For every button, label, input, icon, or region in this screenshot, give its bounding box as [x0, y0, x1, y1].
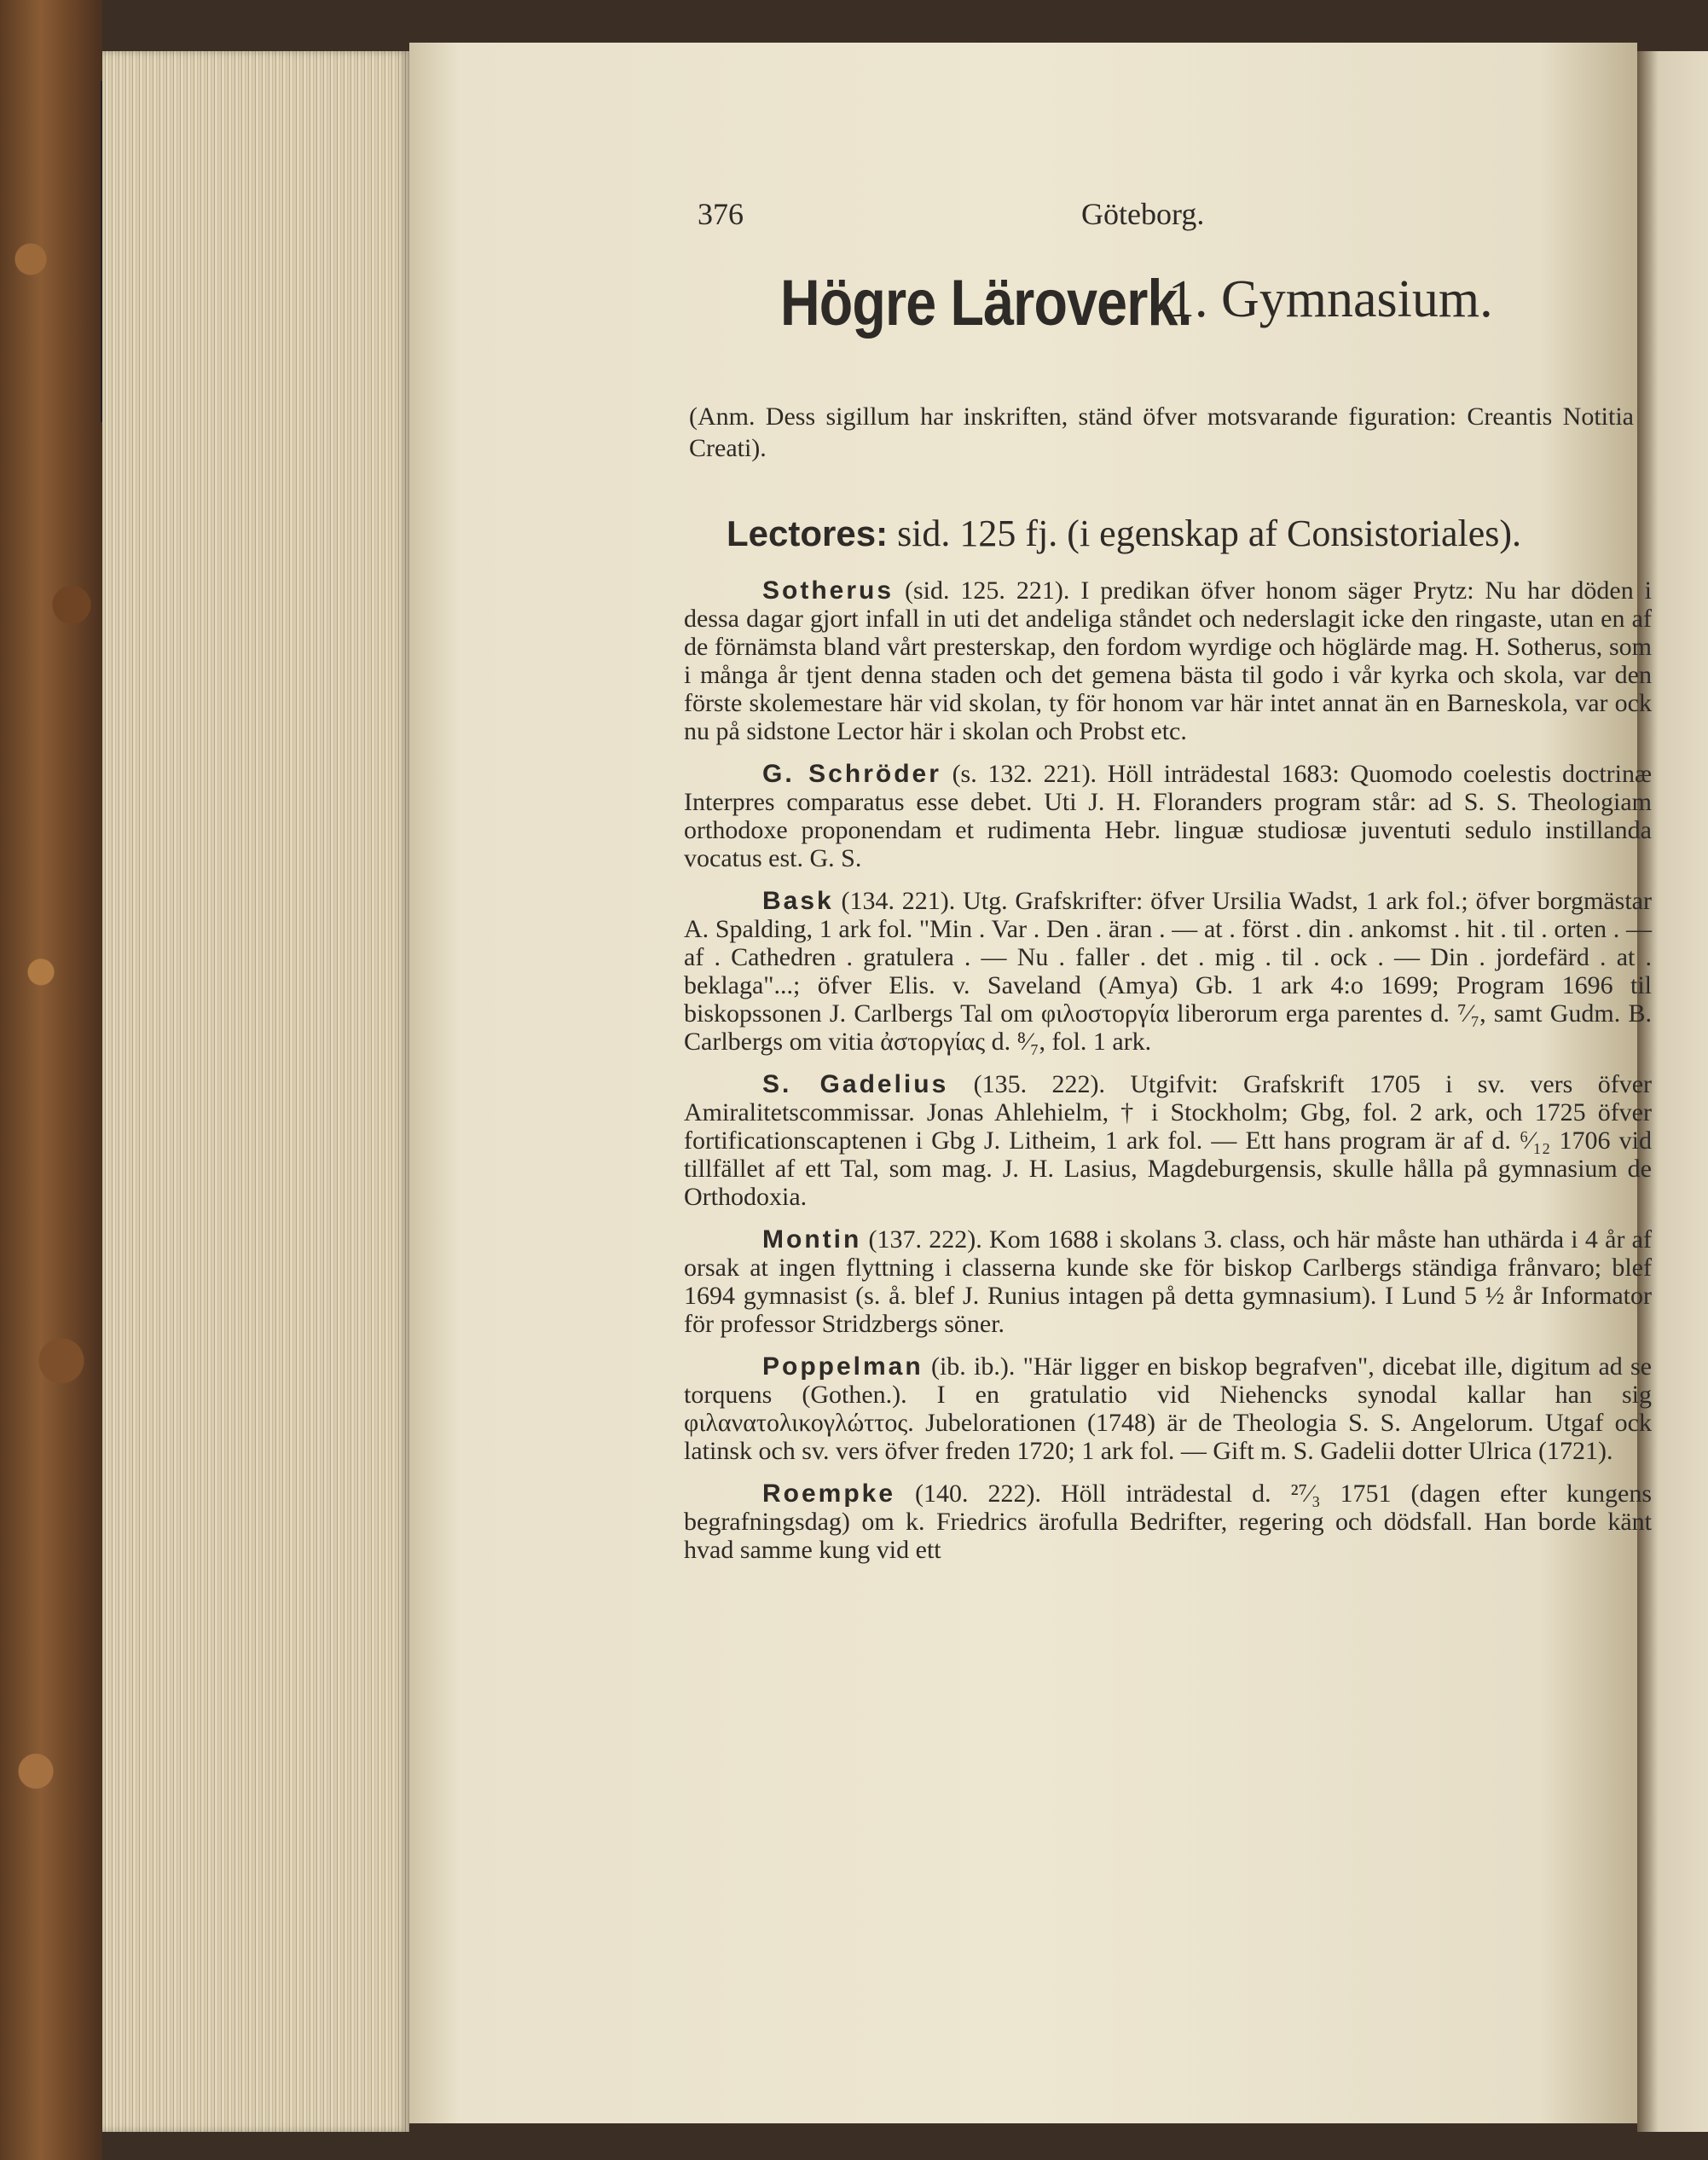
- title-sub: 1. Gymnasium.: [1168, 270, 1493, 328]
- title-main: Högre Läroverk.: [780, 267, 1192, 339]
- entry-text: (140. 222). Höll inträdestal d. ²⁷⁄₃ 1751 (dagen efter kungens begrafningsdag) om k. Friedrics ärofulla Bedrifter, regering och dödsfall. Han borde känt hvad samme kung vid ett: [684, 1480, 1653, 1564]
- entry-text: (135. 222). Utgifvit: Grafskrift 1705 i sv. vers öfver Amiralitetscommissar. Jonas Ahlehielm, † i Stockholm; Gbg, fol. 2 ark, och 1725 öfver fortificationscaptenen i Gbg J. Litheim, 1 ark fol. — Ett hans program är af d. ⁶⁄₁₂ 1706 vid tillfället af ett Tal, som mag. J. H. Lasius, Magdeburgensis, skulle hålla på gymnasium de Orthodoxia.: [684, 1070, 1653, 1211]
- annotation-note: (Anm. Dess sigillum har inskriften, ständ öfver motsvarande figuration: Creantis Notitia Creati).: [689, 402, 1634, 462]
- entry-gadelius: [684, 1070, 1652, 1211]
- book-page: [409, 43, 1653, 2123]
- page-block-edge: [102, 51, 409, 2132]
- entry-poppelman: [684, 1352, 1652, 1465]
- entry-name: Poppelman: [762, 1352, 923, 1381]
- entry-name: S. Gadelius: [762, 1070, 949, 1098]
- book-cover-edge: [0, 0, 102, 2160]
- entry-schroder: [684, 760, 1652, 872]
- entry-name: Roempke: [762, 1480, 896, 1508]
- page-number: 376: [698, 197, 744, 231]
- section-title: [780, 266, 1633, 341]
- lectores-label: Lectores:: [727, 513, 889, 553]
- entry-name: Sotherus: [762, 576, 895, 605]
- entry-text: (137. 222). Kom 1688 i skolans 3. class, och här måste han uthärda i 4 år af orsak at ingen flyttning i classerna kunde ske för biskop Carlbergs ständiga frånvaro; blef 1694 gymnasist (s. å. blef J. Runius intagen på detta gymnasium). I Lund 5 ½ år Informator för professor Stridzbergs söner.: [684, 1225, 1652, 1338]
- entries-body: [684, 576, 1652, 1578]
- entry-name: G. Schröder: [762, 760, 941, 788]
- entry-bask: [684, 887, 1652, 1056]
- entry-roempke: [684, 1480, 1652, 1564]
- running-head: [698, 196, 1636, 247]
- entry-sotherus: [684, 576, 1652, 745]
- entry-text: (134. 221). Utg. Grafskrifter: öfver Ursilia Wadst, 1 ark fol.; öfver borgmästar A. Spalding, 1 ark fol. "Min . Var . Den . äran . — at . först . din . ankomst . hit . til . orten . — af . Cathedren . gratulera . — Nu . faller . det . mig . til . ock . — Din . jordefärd . at . beklaga"...; öfver Elis. v. Saveland (Amya) Gb. 1 ark 4:o 1699; Program 1696 til biskopssonen J. Carlbergs Tal om φιλοστοργία liberorum erga parentes d. ⁷⁄₇, samt Gudm. B. Carlbergs om vitia ἀστοργίας d. ⁸⁄₇, fol. 1 ark.: [684, 887, 1652, 1056]
- entry-text: (ib. ib.). "Här ligger en biskop begrafven", dicebat ille, digitum ad se torquens (Gothen.). I en gratulatio vid Niehencks synodal kallar han sig φιλανατολικογλώττος. Jubelorationen (1748) är de Theologia S. S. Angelorum. Utgaf ock latinsk och sv. vers öfver freden 1720; 1 ark fol. — Gift m. S. Gadelii dotter Ulrica (1721).: [684, 1352, 1652, 1465]
- entry-text: (s. 132. 221). Höll inträdestal 1683: Quomodo coelestis doctrinæ Interpres comparatus esse debet. Uti J. H. Floranders program står: ad S. S. Theologiam orthodoxe proponendam et rudimenta Hebr. linguæ studiosæ juventuti sedulo instillanda vocatus est. G. S.: [684, 760, 1652, 872]
- running-head-title: Göteborg.: [1081, 197, 1205, 231]
- lectores-text: sid. 125 fj. (i egenskap af Consistoriales).: [897, 512, 1522, 554]
- entry-name: Bask: [762, 887, 834, 915]
- entry-name: Montin: [762, 1225, 862, 1254]
- entry-text: (sid. 125. 221). I predikan öfver honom säger Prytz: Nu har döden i dessa dagar gjort infall in uti det andeliga ståndet och nederslagit icke den ringaste, utan en af de förnämsta bland vårt presterskap, den fordom wyrdige och höglärde mag. H. Sotherus, som i många år tjent denna staden och det gemena bästa til godo i vår kyrka och skola, var den förste skolemestare här vid skolan, ty för honom var här intet annat än en Barneskola, var ock nu på sidstone Lector här i skolan och Probst etc.: [684, 576, 1652, 745]
- entry-montin: [684, 1225, 1652, 1338]
- lectores-heading: [727, 512, 1665, 555]
